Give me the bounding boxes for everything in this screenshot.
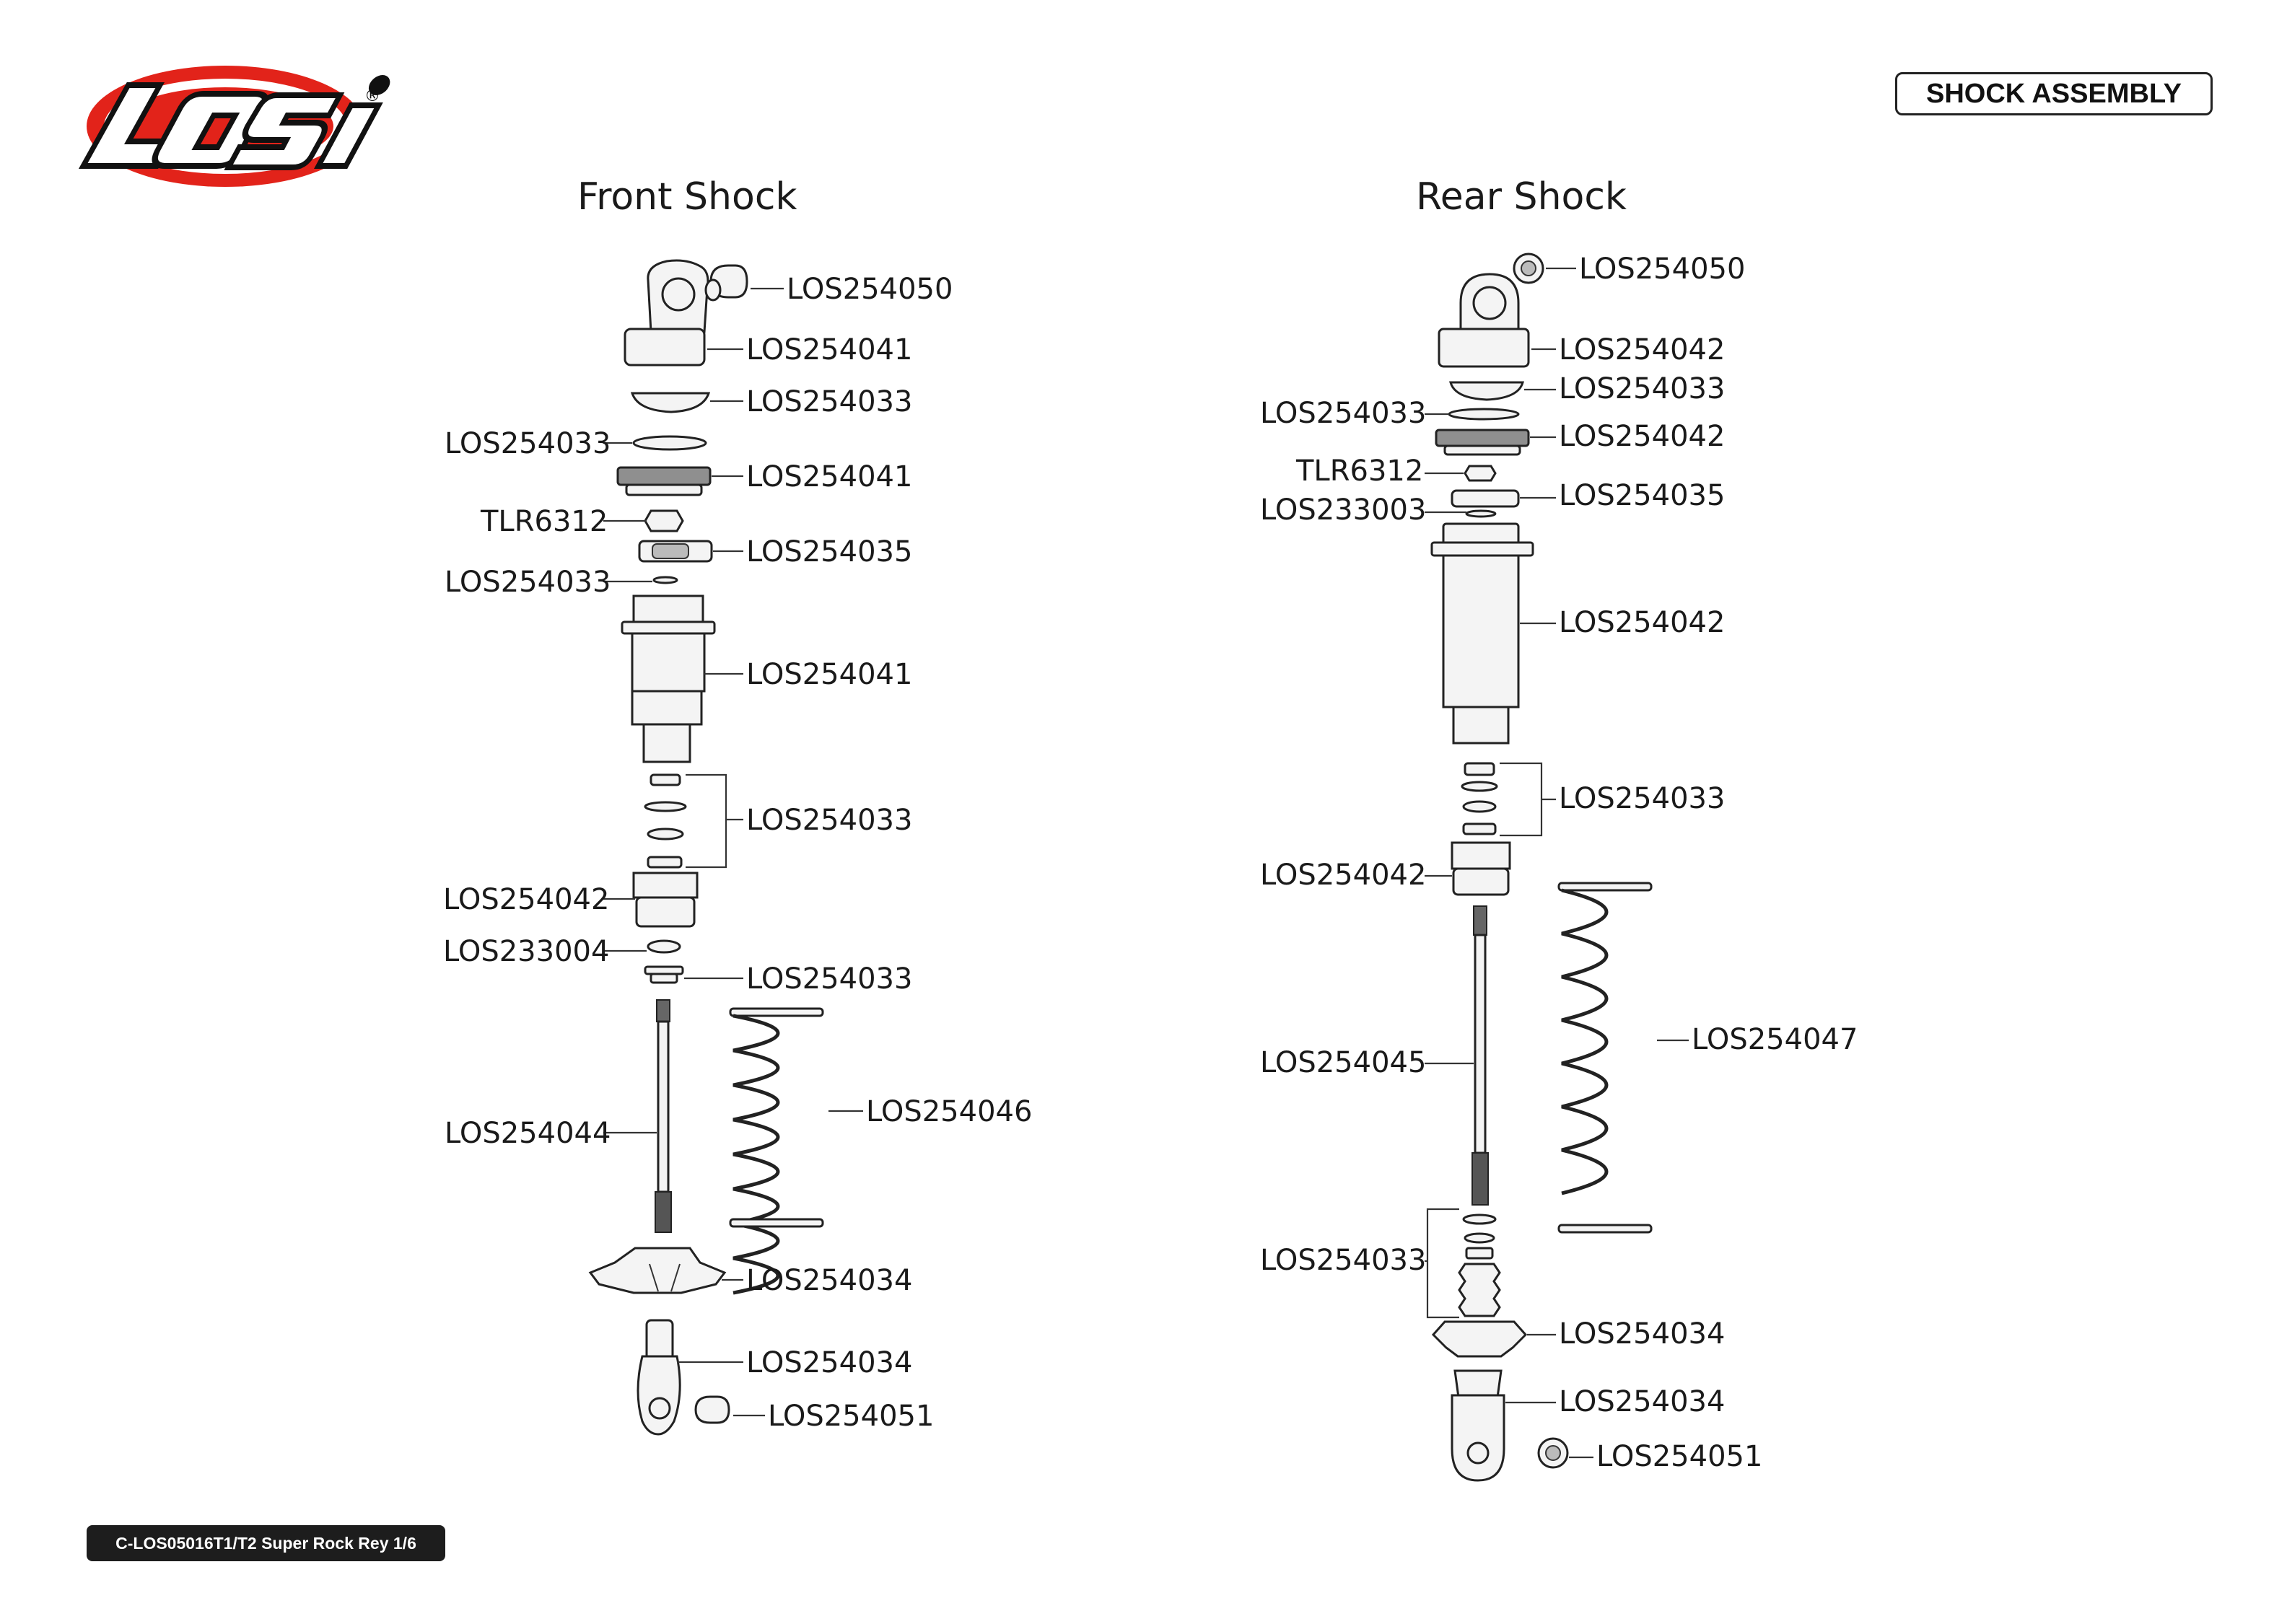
front-shock-title: Front Shock [577,175,797,219]
front-shock-body-part [622,596,714,762]
section-badge: SHOCK ASSEMBLY [1895,72,2213,115]
rear-spring-cup-part [1433,1322,1526,1356]
front-label-9: LOS254041 [746,658,913,691]
front-bladder-part [632,393,709,412]
front-label-17: LOS254034 [746,1346,913,1379]
front-lower-oring-part [648,941,680,952]
front-label-3: LOS254033 [746,385,913,418]
losi-logo [83,66,393,187]
front-spring-cup-part [590,1248,725,1293]
rear-rod-end-part [1452,1371,1504,1480]
rear-label-7: LOS254035 [1559,479,1726,512]
front-shock-cap-part [625,260,708,365]
rear-label-10: LOS254033 [1559,782,1726,815]
rear-label-11: LOS254042 [1260,859,1427,892]
front-piston-part [639,541,712,561]
front-oring-part [634,436,706,449]
front-lower-ball-part [696,1397,729,1423]
front-label-18: LOS254051 [768,1400,935,1433]
front-cup-seal-part [645,967,683,983]
rear-label-1: LOS254050 [1579,253,1746,286]
footer-model-label: C-LOS05016T1/T2 Super Rock Rey 1/6 [87,1525,445,1561]
rear-boot-stack-part [1459,1215,1500,1316]
front-nut-part [645,511,683,531]
rear-bottom-cap-part [1452,843,1510,895]
rear-shaft-part [1472,906,1488,1205]
front-collar-part [618,468,710,495]
front-label-5: LOS254041 [746,460,913,493]
rear-label-9: LOS254042 [1559,606,1726,639]
front-spring-part [730,1009,823,1293]
rear-oring-part [1449,409,1518,419]
front-label-12: LOS233004 [443,935,610,968]
front-label-4: LOS254033 [445,427,611,460]
rear-collar-part [1436,430,1529,455]
front-bottom-cap-part [634,873,697,926]
rear-shock-diagram [1260,253,1858,1480]
front-seal-stack-part [645,775,686,867]
front-label-7: LOS254035 [746,535,913,569]
front-shaft-part [655,1000,671,1232]
front-shock-diagram [443,260,1032,1434]
front-rod-end-part [638,1320,680,1434]
front-label-14: LOS254044 [445,1117,611,1150]
rear-nut-part [1465,466,1495,480]
front-label-11: LOS254042 [443,883,610,916]
rear-label-5: LOS254042 [1559,420,1726,453]
rear-bushing-part [1514,254,1543,283]
front-small-oring-part [654,577,677,583]
rear-bladder-part [1451,382,1523,400]
rear-label-16: LOS254034 [1559,1385,1726,1418]
front-label-15: LOS254046 [866,1095,1033,1128]
rear-label-4: LOS254033 [1260,397,1427,430]
front-leader-lines [603,289,863,1415]
rear-label-6: TLR6312 [1296,455,1424,488]
rear-label-3: LOS254033 [1559,372,1726,405]
rear-lower-bushing-part [1539,1439,1567,1467]
front-label-10: LOS254033 [746,804,913,837]
rear-label-17: LOS254051 [1596,1440,1763,1473]
front-label-1: LOS254050 [787,273,953,306]
rear-piston-part [1452,491,1518,506]
registered-mark: ® [364,87,380,105]
rear-label-15: LOS254034 [1559,1317,1726,1351]
front-label-16: LOS254034 [746,1264,913,1297]
rear-seal-stack-part [1462,763,1497,834]
rear-label-12: LOS254047 [1692,1023,1858,1056]
front-pivot-ball-part [706,265,747,300]
rear-shock-title: Rear Shock [1416,175,1627,219]
front-label-2: LOS254041 [746,333,913,367]
rear-spring-part [1559,883,1651,1232]
rear-small-oring-part [1466,511,1495,517]
rear-shock-body-part [1432,524,1533,743]
rear-shock-cap-part [1439,274,1529,367]
front-label-6: TLR6312 [481,505,608,538]
rear-label-14: LOS254033 [1260,1244,1427,1277]
rear-label-13: LOS254045 [1260,1046,1427,1079]
front-label-8: LOS254033 [445,566,611,599]
rear-label-2: LOS254042 [1559,333,1726,367]
rear-label-8: LOS233003 [1260,493,1427,527]
front-label-13: LOS254033 [746,962,913,996]
